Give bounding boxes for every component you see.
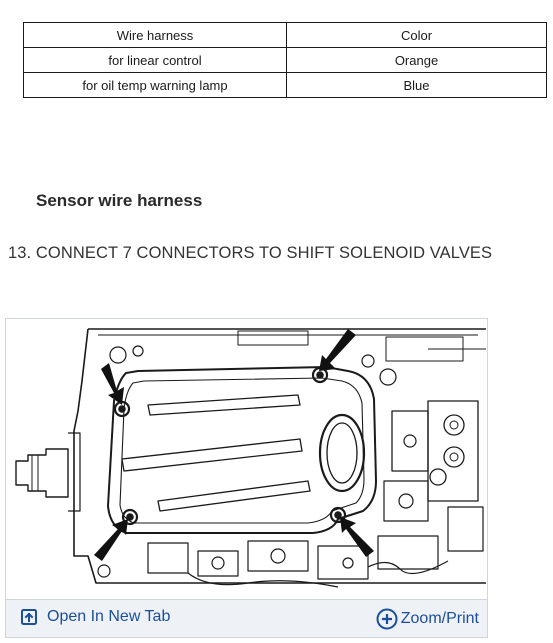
open-in-new-tab-button[interactable] bbox=[20, 608, 170, 626]
zoom-plus-icon bbox=[376, 608, 398, 630]
step-title: 13. CONNECT 7 CONNECTORS TO SHIFT SOLENOID VALVES bbox=[8, 244, 493, 262]
table-cell: Blue bbox=[287, 73, 547, 98]
table-header-cell: Wire harness bbox=[24, 23, 287, 48]
zoom-print-label: Zoom/Print bbox=[400, 610, 479, 627]
transmission-valve-body-illustration bbox=[8, 321, 486, 597]
wire-harness-table bbox=[23, 22, 547, 98]
figure-toolbar bbox=[6, 599, 487, 637]
table-header-row bbox=[24, 23, 547, 48]
open-in-new-tab-icon bbox=[20, 608, 38, 626]
section-heading: Sensor wire harness bbox=[36, 191, 203, 210]
open-in-new-tab-label: Open In New Tab bbox=[47, 608, 171, 625]
table-cell: for oil temp warning lamp bbox=[24, 73, 287, 98]
figure-card bbox=[5, 318, 488, 638]
table-row bbox=[24, 73, 547, 98]
zoom-print-button[interactable] bbox=[376, 608, 479, 630]
table-header-cell: Color bbox=[287, 23, 547, 48]
table-cell: for linear control bbox=[24, 48, 287, 73]
table-cell: Orange bbox=[287, 48, 547, 73]
table-row bbox=[24, 48, 547, 73]
